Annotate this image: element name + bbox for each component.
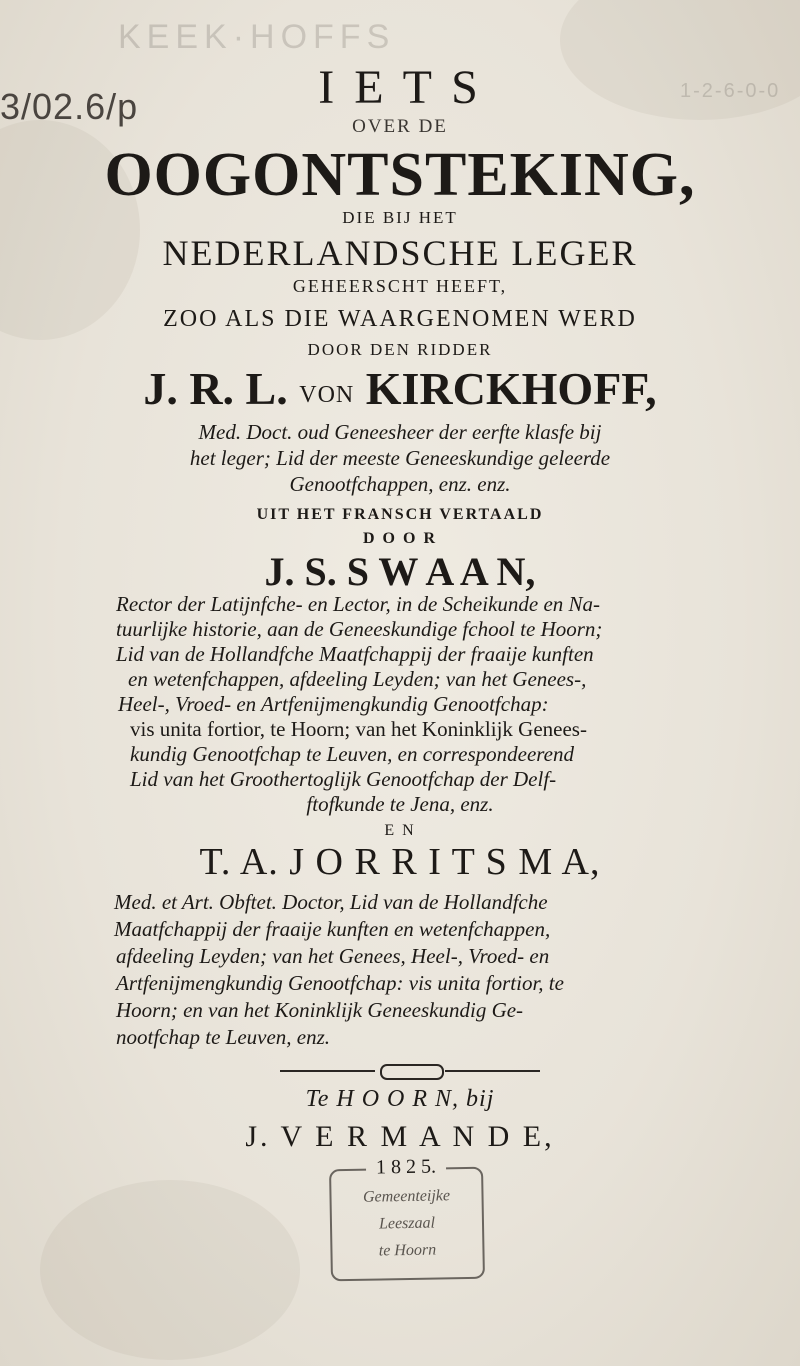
rule-left <box>280 1070 375 1072</box>
bleed-through-text: KEEK·HOFFS <box>118 18 396 56</box>
translator2-desc-line: afdeeling Leyden; van het Genees, Heel-, Vroed- en <box>116 944 550 968</box>
ornament-rule <box>280 1062 540 1080</box>
shelfmark-annotation: 3/02.6/p <box>0 86 139 127</box>
translator2-desc-line: Maatfchappij der fraaije kunften en wetenfchappen, <box>114 917 551 941</box>
translator1-name: J. S. S W A A N, <box>264 549 536 594</box>
author-desc-line: het leger; Lid der meeste Geneeskundige geleerde <box>189 446 611 470</box>
translator2-desc-line: nootfchap te Leuven, enz. <box>116 1025 331 1049</box>
margin-annotation-ghost: 1-2-6-0-0 <box>680 80 781 102</box>
author-initials: J. R. L. <box>143 363 288 414</box>
title-line-geheerscht: GEHEERSCHT HEEFT, <box>292 276 508 296</box>
author-desc-line: Med. Doct. oud Geneesheer der eerfte klasfe bij <box>198 420 602 444</box>
translator1-desc-line: ftofkunde te Jena, enz. <box>306 792 494 816</box>
translator1-desc-line: vis unita fortior, te Hoorn; van het Koninklijk Genees- <box>130 717 587 741</box>
title-main-oogontsteking: OOGONTSTEKING, <box>104 141 696 209</box>
translator2-desc-line: Med. et Art. Obftet. Doctor, Lid van de Hollandfche <box>114 890 548 914</box>
author-desc-line: Genootfchappen, enz. enz. <box>289 472 511 496</box>
title-line-waargenomen: ZOO ALS DIE WAARGENOMEN WERD <box>163 306 637 332</box>
translator2-desc-line: Artfenijmengkundig Genootfchap: vis unita fortior, te <box>116 971 564 995</box>
translator1-desc-line: Lid van het Groothertoglijk Genootfchap der Delf- <box>130 767 557 791</box>
author-name <box>0 362 800 415</box>
translator1-desc-line: Rector der Latijnfche- en Lector, in de Scheikunde en Na- <box>116 592 601 616</box>
translator1-desc-line: tuurlijke historie, aan de Geneeskundige fchool te Hoorn; <box>116 617 603 641</box>
title-line-over-de: OVER DE <box>352 116 448 137</box>
paper-stain <box>40 1180 300 1360</box>
imprint-place: Te H O O R N, bij <box>305 1086 495 1112</box>
imprint-printer: J. V E R M A N D E, <box>245 1120 555 1153</box>
translation-door: D O O R <box>363 530 437 547</box>
translator1-desc-line: kundig Genootfchap te Leuven, en correspondeerend <box>130 742 574 766</box>
title-line-nederlandsche-leger: NEDERLANDSCHE LEGER <box>162 233 638 273</box>
imprint-year: 1 8 2 5. <box>366 1155 446 1179</box>
title-line-door-den-ridder: DOOR DEN RIDDER <box>307 340 493 359</box>
translator2-desc-line: Hoorn; en van het Koninklijk Geneeskundig Ge- <box>116 998 524 1022</box>
rule-center-ornament <box>380 1064 444 1080</box>
stamp-text-line: Leeszaal <box>378 1214 436 1233</box>
translator2-name: T. A. J O R R I T S M A, <box>199 841 601 883</box>
author-von: VON <box>299 382 355 408</box>
library-stamp <box>329 1155 485 1282</box>
rule-right <box>445 1070 540 1072</box>
title-line-iets: I E T S <box>318 61 482 114</box>
translator1-desc-line: en wetenfchappen, afdeeling Leyden; van het Genees-, <box>128 667 587 691</box>
translation-line: UIT HET FRANSCH VERTAALD <box>256 506 544 523</box>
stamp-text-line: te Hoorn <box>378 1241 437 1260</box>
translator1-desc-line: Heel-, Vroed- en Artfenijmengkundig Genootfchap: <box>118 692 549 716</box>
author-surname: KIRCKHOFF, <box>365 363 657 414</box>
stamp-text-line: Gemeenteijke <box>362 1187 451 1206</box>
translator1-desc-line: Lid van de Hollandfche Maatfchappij der fraaije kunften <box>116 642 594 666</box>
title-line-die-bij-het: DIE BIJ HET <box>342 208 458 227</box>
conjunction-en: E N <box>384 822 416 839</box>
